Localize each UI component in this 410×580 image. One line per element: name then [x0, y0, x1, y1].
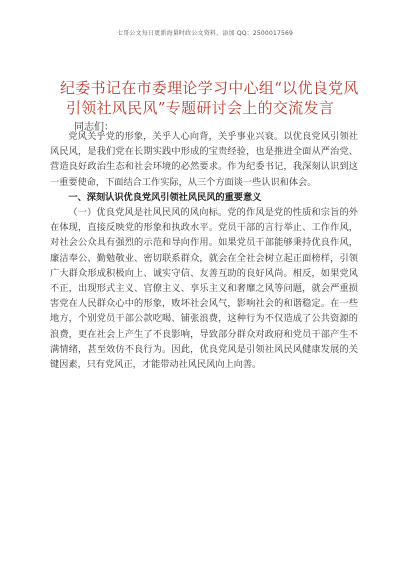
header-note: 七哥公文每日更新海量时政公文资料，添加 QQ：2500017569 [116, 30, 294, 37]
title-line-1: 纪委书记在市委理论学习中心组“以优良党风 [60, 79, 359, 97]
section-heading: 一、深刻认识优良党风引领社风民风的重要意义 [68, 191, 262, 203]
section-paragraph: （一）优良党风是社风民风的风向标。党的作风是党的性质和宗旨的外在体现，直接反映党的形象和执政水平。党员干部的言行举止、工作作风，对社会公众具有强烈的示范和导向作用。如果党员干部能够秉持优良作风，廉洁奉公、勤勉敬业、密切联系群众，就会在全社会树立起正面榜样，引领广大群众形成积极向上、诚实守信、友善互助的良好风尚。相反，如果党风不正，出现形式主义、官僚主义、享乐主义和奢靡之风等问题，就会严重损害党在人民群众心中的形象，败坏社会风气，影响社会的和谐稳定。在一些地方，个别党员干部公款吃喝、铺张浪费，这种行为不仅造成了公共资源的浪费，更在社会上产生了不良影响，导致部分群众对政府和党员干部产生不满情绪，甚至效仿不良行为。因此，优良党风是引领社风民风健康发展的关键因素，只有党风正，才能带动社风民风向上向善。 [50, 207, 358, 371]
greeting: 同志们： [74, 122, 114, 133]
document-body [50, 129, 358, 372]
intro-paragraph: 党风关乎党的形象，关乎人心向背，关乎事业兴衰。以优良党风引领社风民风，是我们党在长期实践中形成的宝贵经验，也是推进全面从严治党、营造良好政治生态和社会环境的必然要求。作为纪委书记，我深刻认识到这一重要使命，下面结合工作实际，从三个方面谈一些认识和体会。 [50, 131, 358, 188]
document-title [60, 78, 359, 118]
title-line-2: 引领社风民风”专题研讨会上的交流发言 [66, 99, 335, 117]
